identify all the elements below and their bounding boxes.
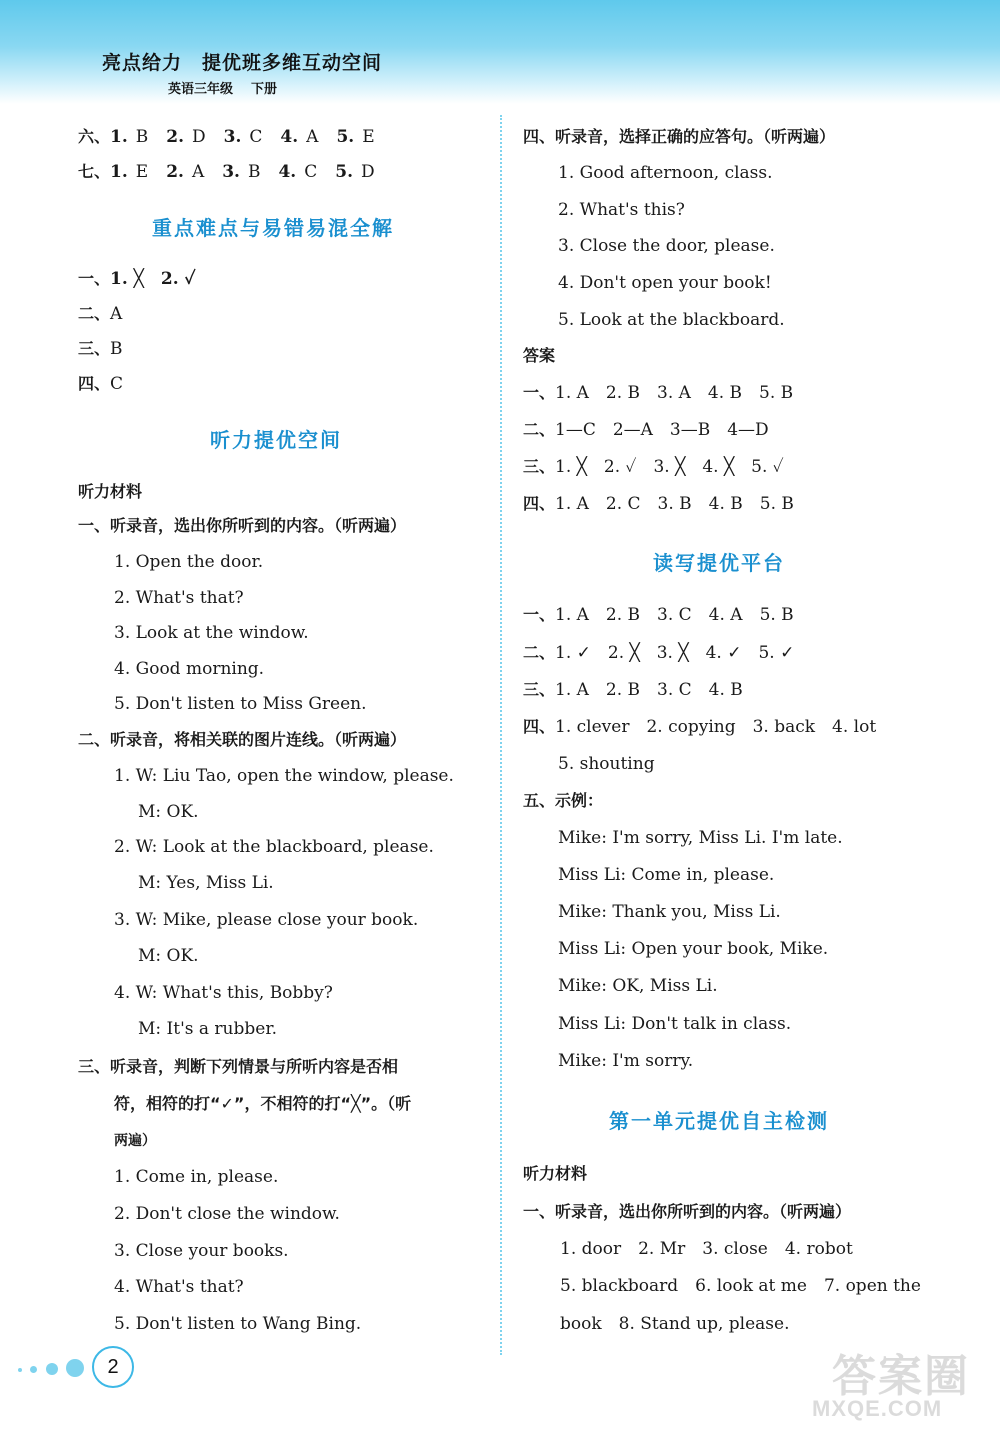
list-item: 4. Don't open your book! <box>558 273 772 293</box>
answer-label: 答案 <box>523 346 556 365</box>
book-title: 亮点给力 提优班多维互动空间 <box>102 52 383 74</box>
answer-item: 5. D <box>335 162 375 182</box>
list-item: M: OK. <box>138 946 199 966</box>
list-item: M: Yes, Miss Li. <box>138 873 274 893</box>
list-item: 2. W: Look at the blackboard, please. <box>114 837 434 857</box>
dialogue-line: Mike: I'm sorry. <box>558 1051 694 1071</box>
dialogue-line: Mike: OK, Miss Li. <box>558 976 718 996</box>
list-item: 1. Good afternoon, class. <box>558 163 773 183</box>
list-item: 5. Look at the blackboard. <box>558 310 785 330</box>
dialogue-line: Mike: Thank you, Miss Li. <box>558 902 781 922</box>
list-item: 3. Look at the window. <box>114 623 309 643</box>
section-title-reading-writing: 读写提优平台 <box>653 551 785 575</box>
list-item: 5. blackboard 6. look at me 7. open the <box>560 1276 921 1296</box>
list-item: 3. Close the door, please. <box>558 236 775 256</box>
section-title-listening: 听力提优空间 <box>210 428 342 452</box>
list-item: book 8. Stand up, please. <box>560 1314 790 1334</box>
section-title-unit-1-test: 第一单元提优自主检测 <box>609 1109 829 1133</box>
answer-item: 2. A <box>166 162 205 182</box>
list-item: 4. What's that? <box>114 1277 244 1297</box>
column-divider <box>500 115 502 1355</box>
section-title-key-points: 重点难点与易错易混全解 <box>152 216 394 240</box>
question-3-heading-line-3: 两遍） <box>114 1133 156 1149</box>
watermark-url: MXQE.COM <box>812 1396 943 1421</box>
question-1-heading: 一、听录音，选出你所听到的内容。（听两遍） <box>78 516 407 535</box>
answer-item: 1. E <box>110 162 149 182</box>
list-item: 5. Don't listen to Miss Green. <box>114 694 367 714</box>
listening-material-label: 听力材料 <box>523 1164 588 1183</box>
list-item: 3. Close your books. <box>114 1241 289 1261</box>
answer-row-7: 七、1. E 2. A 3. B 4. C 5. D <box>78 162 375 182</box>
answer-item: 5. E <box>336 127 375 147</box>
list-item: 2. What's this? <box>558 200 685 220</box>
answer-row: 一、1. A 2. B 3. C 4. A 5. B <box>523 605 794 625</box>
dialogue-line: Miss Li: Open your book, Mike. <box>558 939 829 959</box>
answer-item: 4. C <box>278 162 318 182</box>
example-label: 五、示例： <box>523 791 604 810</box>
listening-material-label: 听力材料 <box>78 482 143 501</box>
unit-question-1-heading: 一、听录音，选出你所听到的内容。（听两遍） <box>523 1202 852 1221</box>
subject-label: 英语三年级 <box>168 82 234 97</box>
answer-row: 三、1. ╳ 2. ✓ 3. ╳ 4. ╳ 5. ✓ <box>523 457 784 477</box>
list-item: 1. Open the door. <box>114 552 264 572</box>
answer-row-continuation: 5. shouting <box>558 754 655 774</box>
answer-item: 1. B <box>110 127 149 147</box>
key-answer-4: 四、C <box>78 374 124 394</box>
answer-item: 3. B <box>222 162 261 182</box>
dialogue-line: Miss Li: Come in, please. <box>558 865 775 885</box>
dialogue-line: Miss Li: Don't talk in class. <box>558 1014 792 1034</box>
answer-row: 一、1. A 2. B 3. A 4. B 5. B <box>523 383 794 403</box>
answer-row-6: 六、1. B 2. D 3. C 4. A 5. E <box>78 127 375 147</box>
dialogue-line: Mike: I'm sorry, Miss Li. I'm late. <box>558 828 843 848</box>
answer-row: 三、1. A 2. B 3. C 4. B <box>523 680 743 700</box>
list-item: 1. Come in, please. <box>114 1167 279 1187</box>
list-item: 4. Good morning. <box>114 659 265 679</box>
list-item: M: OK. <box>138 802 199 822</box>
answer-item: 4. A <box>280 127 319 147</box>
answer-row: 四、1. clever 2. copying 3. back 4. lot <box>523 717 877 737</box>
question-4-heading: 四、听录音，选择正确的应答句。（听两遍） <box>523 127 836 146</box>
answer-row: 二、1. ✓ 2. ╳ 3. ╳ 4. ✓ 5. ✓ <box>523 643 795 663</box>
list-item: 1. W: Liu Tao, open the window, please. <box>114 766 454 786</box>
key-answer-3: 三、B <box>78 339 123 359</box>
list-item: 5. Don't listen to Wang Bing. <box>114 1314 362 1334</box>
key-answer-2: 二、A <box>78 304 123 324</box>
question-2-heading: 二、听录音，将相关联的图片连线。（听两遍） <box>78 730 407 749</box>
key-answer-1: 一、1. ╳ 2. ✓ <box>78 269 196 289</box>
list-item: 1. door 2. Mr 3. close 4. robot <box>560 1239 853 1259</box>
answer-row: 四、1. A 2. C 3. B 4. B 5. B <box>523 494 794 514</box>
list-item: 3. W: Mike, please close your book. <box>114 910 419 930</box>
answer-item: 2. D <box>166 127 206 147</box>
list-item: 2. Don't close the window. <box>114 1204 340 1224</box>
answer-item: 3. C <box>223 127 263 147</box>
list-item: 2. What's that? <box>114 588 244 608</box>
watermark-logo-text: 答案圈 <box>832 1351 970 1402</box>
list-item: M: It's a rubber. <box>138 1019 277 1039</box>
question-3-heading-line-1: 三、听录音，判断下列情景与所听内容是否相 <box>78 1057 399 1076</box>
volume-label: 下册 <box>251 82 278 97</box>
book-subtitle <box>168 78 277 97</box>
answer-row: 二、1—C 2—A 3—B 4—D <box>523 420 769 440</box>
list-item: 4. W: What's this, Bobby? <box>114 983 333 1003</box>
question-3-heading-line-2: 符，相符的打“✓”，不相符的打“╳”。（听 <box>114 1094 412 1113</box>
watermark-logo <box>812 1340 988 1430</box>
page-number: 2 <box>92 1346 134 1388</box>
